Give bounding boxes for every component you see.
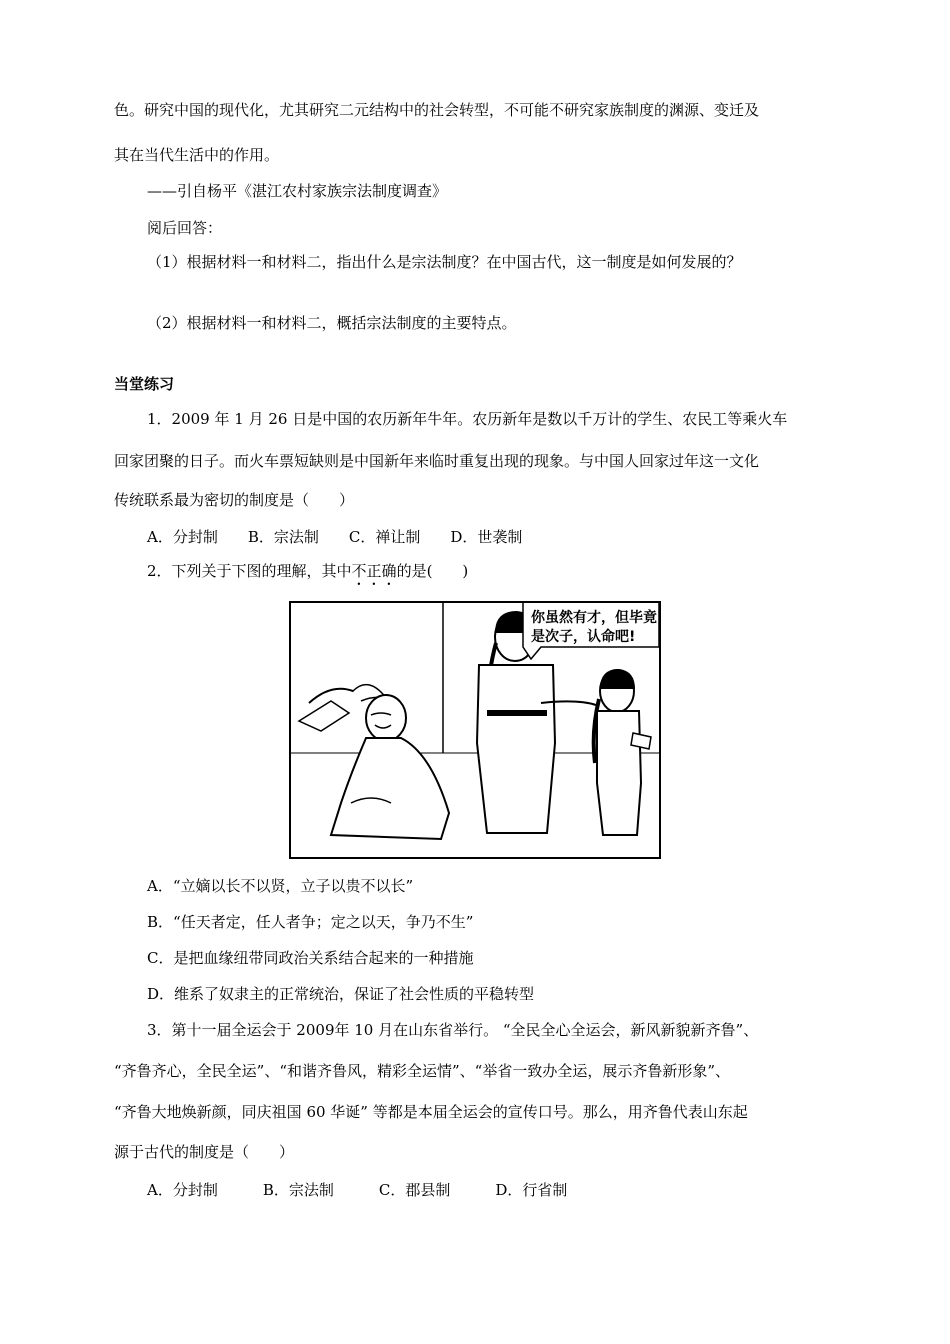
q2-stem-suffix: 的是( ) <box>396 562 469 580</box>
q2-option-d: D．维系了奴隶主的正常统治，保证了社会性质的平稳转型 <box>147 985 535 1003</box>
q3-line-3: “齐鲁大地焕新颜，同庆祖国 60 华诞” 等都是本届全运会的宣传口号。那么，用齐鲁代表山东起 <box>114 1103 748 1121</box>
q1-options: A．分封制 B．宗法制 C．禅让制 D．世袭制 <box>147 528 523 546</box>
q2-option-c: C．是把血缘纽带同政治关系结合起来的一种措施 <box>147 949 474 967</box>
q2-option-a: A．“立嫡以长不以贤，立子以贵不以长” <box>147 877 414 895</box>
q2-option-b: B．“任天者定，任人者争；定之以天，争乃不生” <box>147 913 474 931</box>
q2-stem <box>147 561 468 589</box>
speech-bubble-line-2: 是次子，认命吧! <box>531 629 636 645</box>
passage-line-1: 色。研究中国的现代化，尤其研究二元结构中的社会转型，不可能不研究家族制度的渊源、变迁及 <box>114 101 760 119</box>
passage-line-2: 其在当代生活中的作用。 <box>114 146 280 164</box>
q2-stem-prefix: 2．下列关于下图的理解，其中 <box>147 562 352 580</box>
q1-line-1: 1．2009 年 1 月 26 日是中国的农历新年牛年。农历新年是数以千万计的学生、农民工等乘火车 <box>147 410 788 428</box>
q3-line-2: “齐鲁齐心，全民全运”、“和谐齐鲁风，精彩全运情”、“举省一致办全运，展示齐鲁新形象”、 <box>114 1062 731 1080</box>
speech-bubble-line-1: 你虽然有才，但毕竟 <box>531 610 657 626</box>
q3-line-1: 3．第十一届全运会于 2009年 10 月在山东省举行。 “全民全心全运会，新风新貌新齐鲁”、 <box>147 1021 759 1039</box>
q3-line-4: 源于古代的制度是（ ） <box>114 1143 295 1161</box>
cartoon-figure <box>289 601 661 859</box>
q3-options: A．分封制 B．宗法制 C．郡县制 D．行省制 <box>147 1181 568 1199</box>
passage-instruction: 阅后回答： <box>147 219 223 237</box>
passage-source: ——引自杨平《湛江农村家族宗法制度调查》 <box>147 182 448 200</box>
cartoon-drawing <box>291 603 659 857</box>
q1-line-3: 传统联系最为密切的制度是（ ） <box>114 491 355 509</box>
q2-stem-emphasis: 不正确 <box>351 562 397 580</box>
section-title: 当堂练习 <box>114 375 175 393</box>
passage-question-1: （1）根据材料一和材料二，指出什么是宗法制度？在中国古代，这一制度是如何发展的？ <box>147 253 742 271</box>
q1-line-2: 回家团聚的日子。而火车票短缺则是中国新年来临时重复出现的现象。与中国人回家过年这一文化 <box>114 452 760 470</box>
passage-question-2: （2）根据材料一和材料二，概括宗法制度的主要特点。 <box>147 314 517 332</box>
